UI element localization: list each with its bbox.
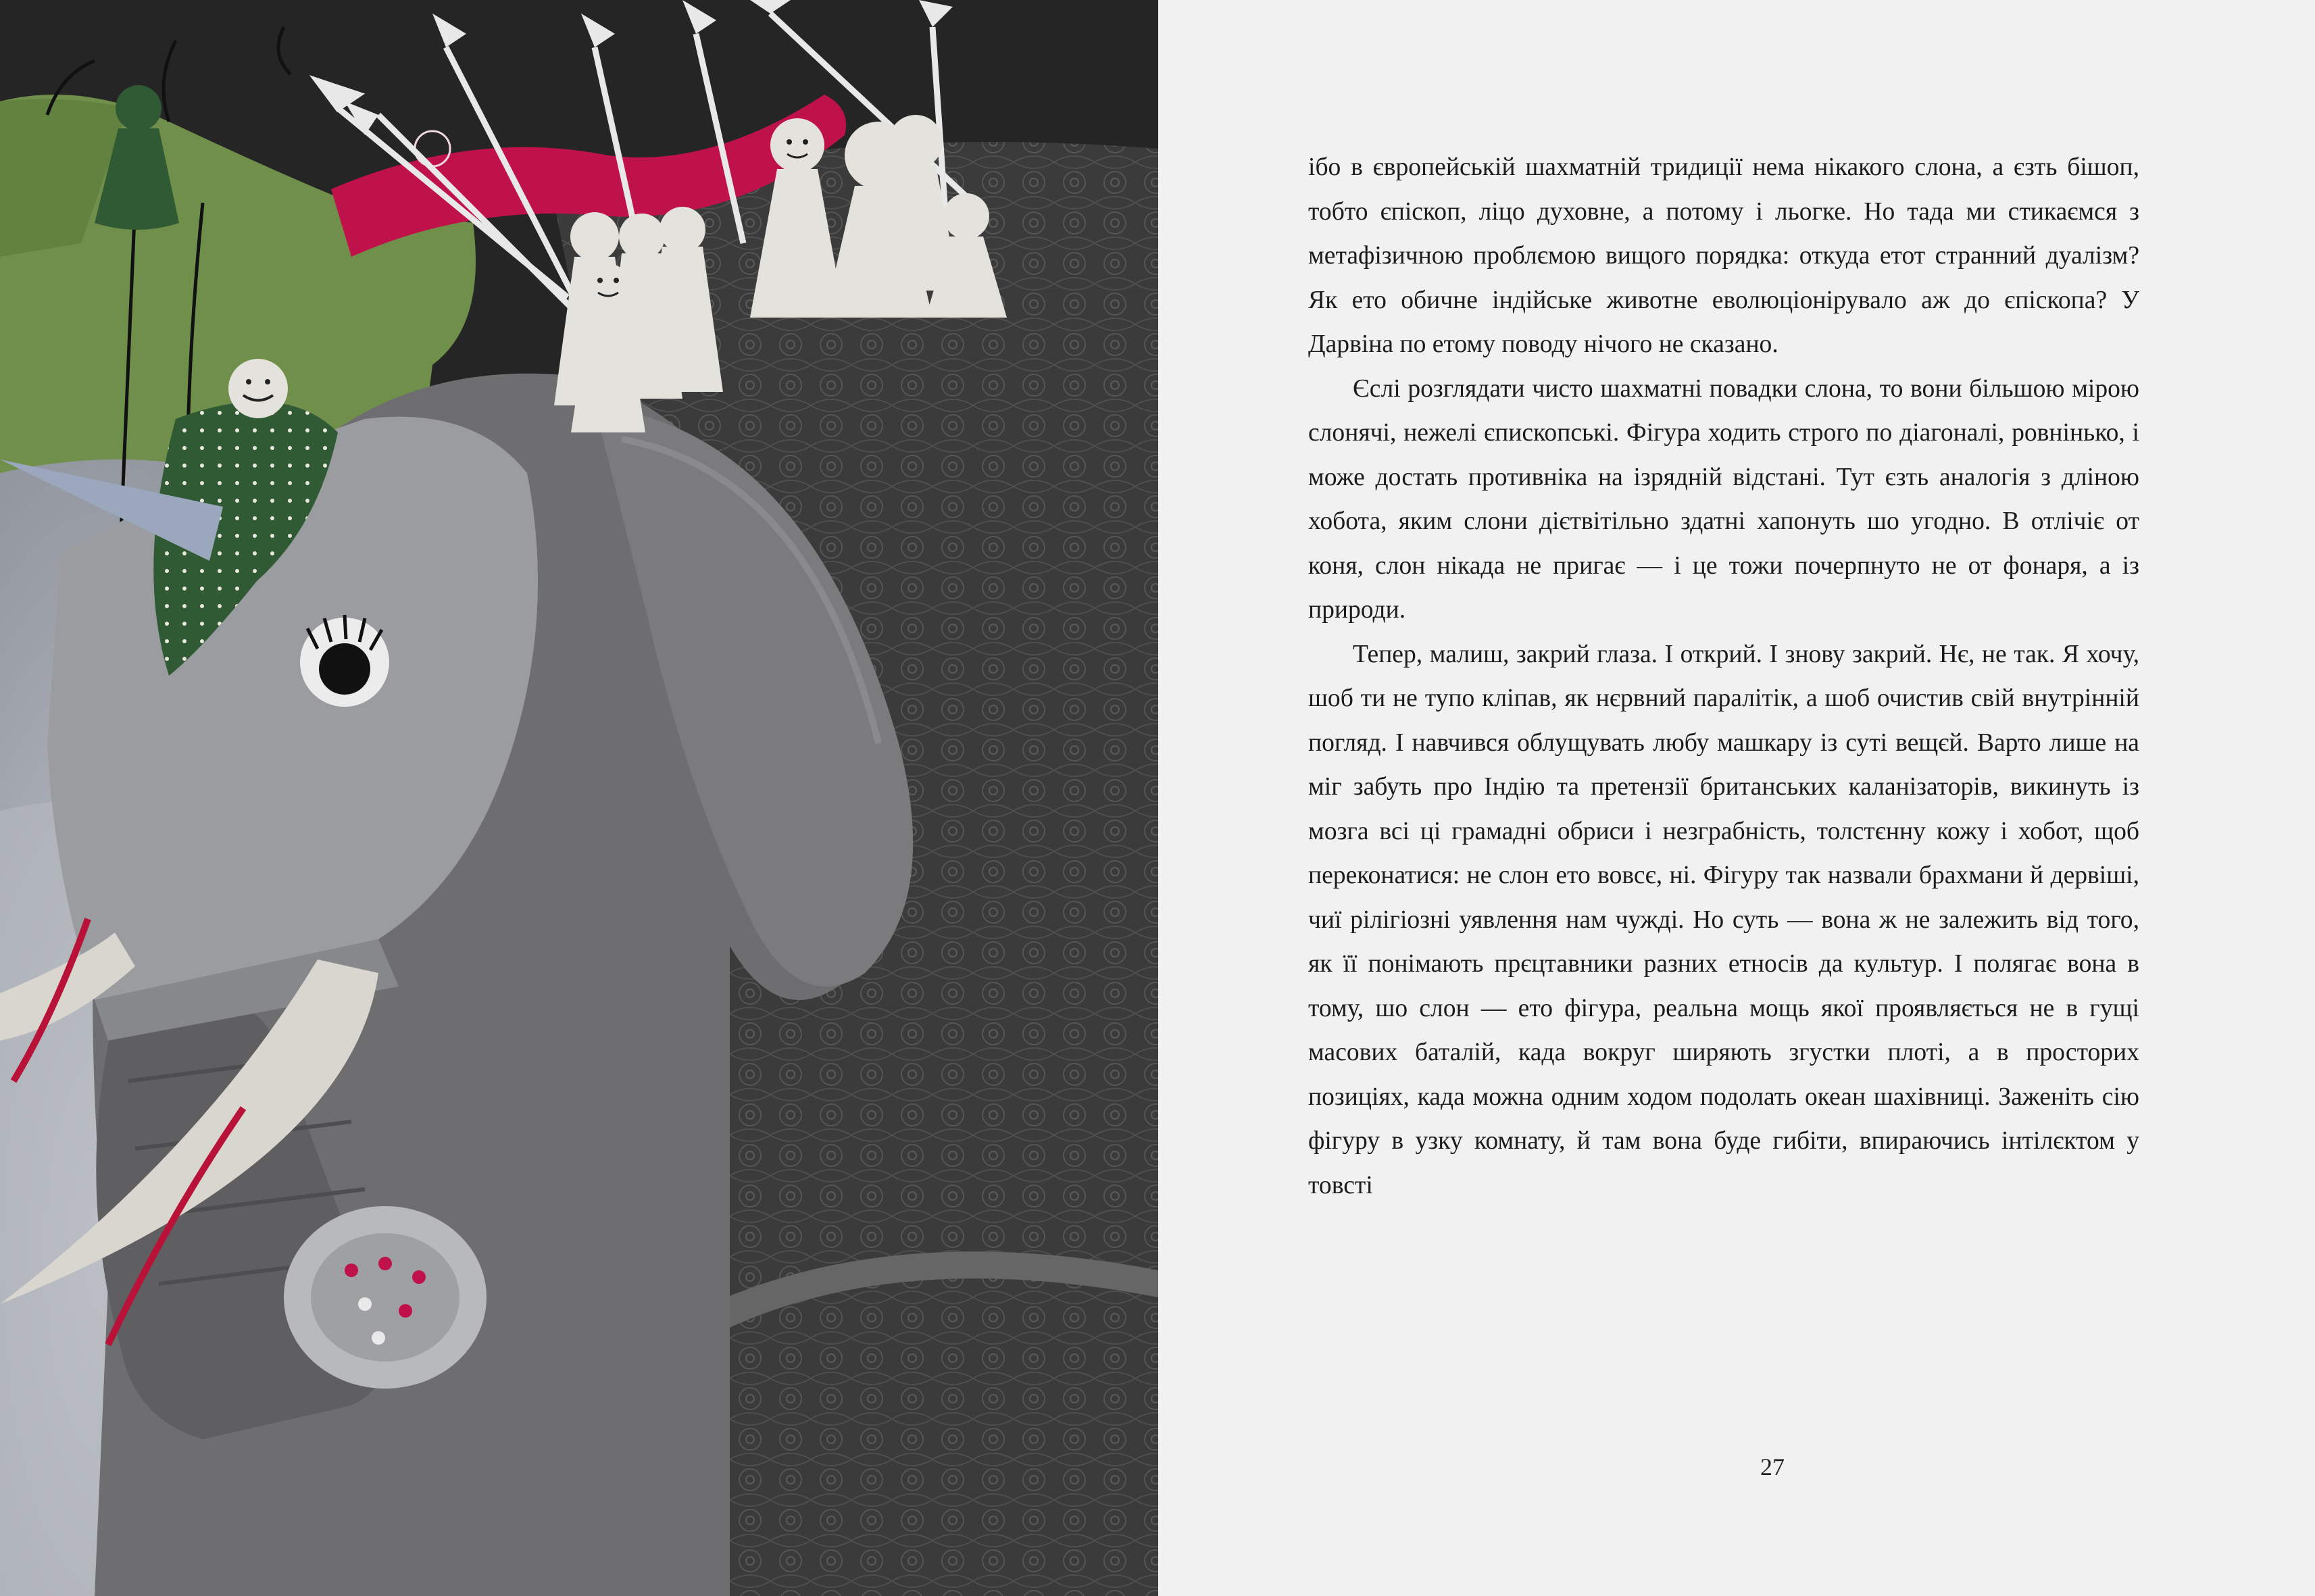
text-page bbox=[1158, 0, 2315, 1596]
body-text bbox=[1308, 145, 2139, 1207]
paragraph: Тепер, малиш, закрий глаза. І открий. І знову закрий. Нє, не так. Я хочу, шоб ти не тупо кліпав, як нєрвний паралітік, а шоб очистив свій внутрінній погляд. І навчився облущувать любу машкару із суті вещєй. Варто лише на міг забуть про Індію та претензії британських каланізаторів, викинуть із мозга всі ці грамадні обриси і незграбність, толстєнну кожу і хобот, щоб переконатися: не слон ето вовсє, ні. Фігуру так назвали брахмани й дервіші, чиї рілігіозні уявлення нам чужді. Но суть — вона ж не залежить від того, як її понімають прєцтавники разних етносів да культур. І полягає вона в тому, шо слон — ето фігура, реальна мощь якої проявляється не в гущі масових баталій, када вокруг ширяють згустки плоті, а в просторих позиціях, када можна одним ходом подолать океан шахівниці. Заженіть сію фігуру в узку комнату, й там вона буде гибіти, впираючись інтілєктом у товсті bbox=[1308, 640, 2139, 1199]
rider-pawn-icon bbox=[228, 359, 288, 418]
paragraph: Єслі розглядати чисто шахматні повадки слона, то вони більшою мірою слонячі, нежелі єпископські. Фігура ходить строго по діагоналі, ровнінько, і може достать противніка на ізрядній відстані. Тут єзть аналогія з дліною хобота, яким слони дієтвітільно здатні хапонуть шо угодно. В отлічіє от коня, слон нікада не пригає — і це тожи почерпнуто не от фонаря, а із природи. bbox=[1308, 374, 2139, 624]
paragraph: ібо в європейській шахматній тридиції нема нікакого слона, а єзть бішоп, тобто єпіскоп, ліцо духовне, а потому і льогке. Но тада ми стикаємся з метафізичною проблємою вищого порядка: откуда етот странний дуалізм? Як ето обичне індійське животне еволюціонірувало аж до єпіскопа? У Дарвіна по етому поводу нічого не сказано. bbox=[1308, 153, 2139, 358]
trunk-bracelet-icon bbox=[284, 1206, 487, 1389]
page-number: 27 bbox=[1760, 1453, 1785, 1480]
